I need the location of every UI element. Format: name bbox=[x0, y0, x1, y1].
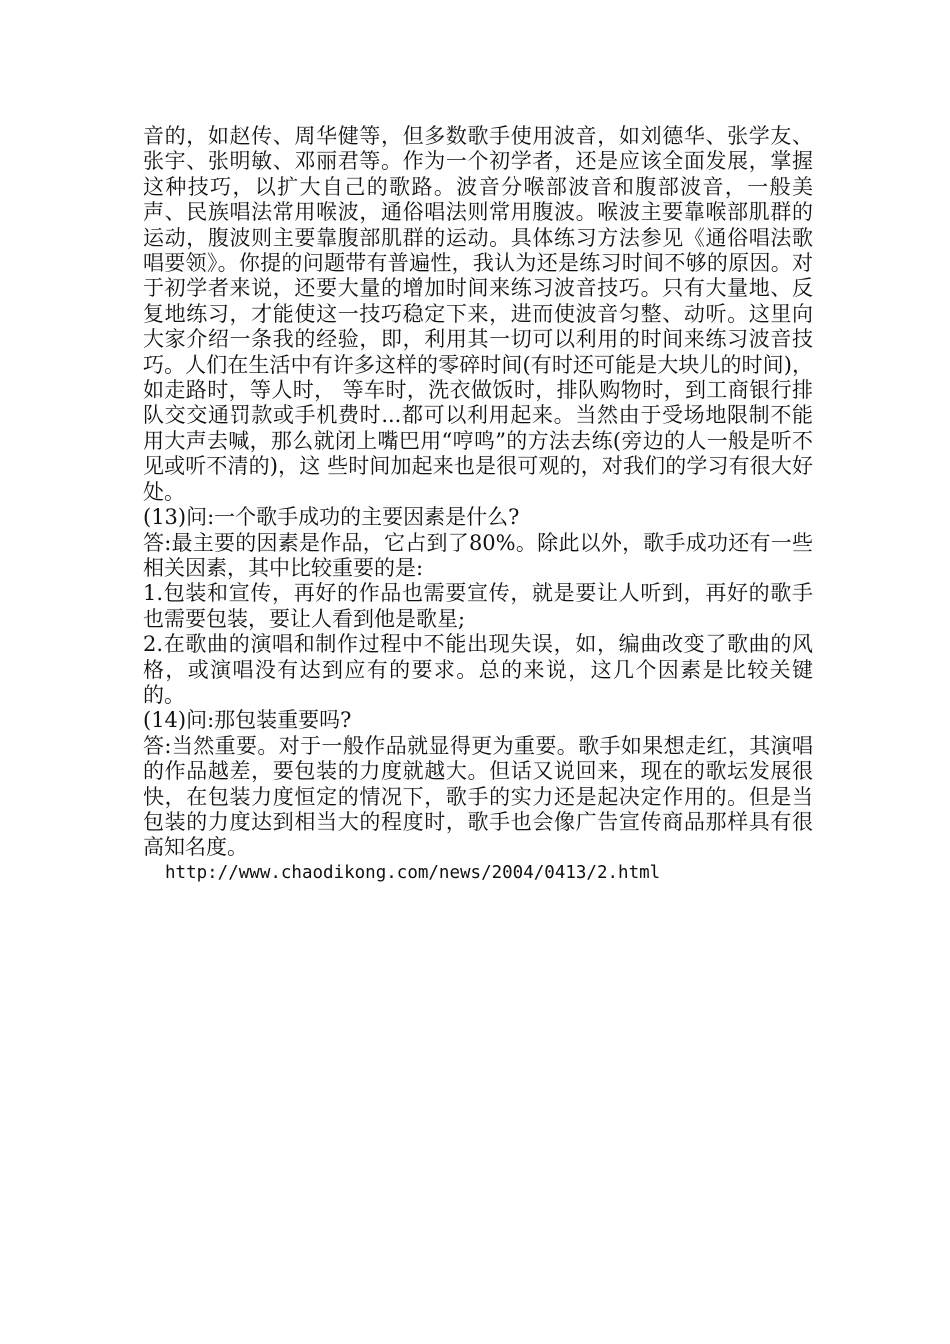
source-url: http://www.chaodikong.com/news/2004/0413/2.html bbox=[165, 862, 661, 883]
answer-13-point-2: 2.在歌曲的演唱和制作过程中不能出现失误，如，编曲改变了歌曲的风格，或演唱没有达到应有的要求。总的来说，这几个因素是比较关键的。 bbox=[143, 632, 813, 707]
paragraph-vibrato-practice: 音的，如赵传、周华健等，但多数歌手使用波音，如刘德华、张学友、张宇、张明敏、邓丽君等。作为一个初学者，还是应该全面发展，掌握这种技巧，以扩大自己的歌路。波音分喉部波音和腹部波音，一般美声、民族唱法常用喉波，通俗唱法则常用腹波。喉波主要靠喉部肌群的运动，腹波则主要靠腹部肌群的运动。具体练习方法参见《通俗唱法歌唱要领》。你提的问题带有普遍性，我认为还是练习时间不够的原因。对于初学者来说，还要大量的增加时间来练习波音技巧。只有大量地、反复地练习，才能使这一技巧稳定下来，进而使波音匀整、动听。这里向大家介绍一条我的经验，即，利用其一切可以利用的时间来练习波音技巧。人们在生活中有许多这样的零碎时间(有时还可能是大块儿的时间)，如走路时，等人时， 等车时，洗衣做饭时，排队购物时，到工商银行排队交交通罚款或手机费时...都可以利用起来。当然由于受场地限制不能用大声去喊，那么就闭上嘴巴用“哼鸣”的方法去练(旁边的人一般是听不见或听不清的)，这 些时间加起来也是很可观的，对我们的学习有很大好处。 bbox=[143, 124, 813, 504]
question-13: (13)问:一个歌手成功的主要因素是什么? bbox=[143, 505, 520, 530]
document-body bbox=[143, 124, 813, 886]
answer-14: 答:当然重要。对于一般作品就显得更为重要。歌手如果想走红，其演唱的作品越差，要包装的力度就越大。但话又说回来，现在的歌坛发展很快，在包装力度恒定的情况下，歌手的实力还是起决定作用的。但是当包装的力度达到相当大的程度时，歌手也会像广告宣传商品那样具有很高知名度。 bbox=[143, 733, 813, 860]
answer-13: 答:最主要的因素是作品，它占到了80%。除此以外，歌手成功还有一些相关因素，其中比较重要的是: bbox=[143, 530, 813, 580]
answer-13-point-1: 1.包装和宣传，再好的作品也需要宣传，就是要让人听到，再好的歌手也需要包装，要让人看到他是歌星; bbox=[143, 581, 813, 631]
question-14: (14)问:那包装重要吗? bbox=[143, 708, 352, 733]
